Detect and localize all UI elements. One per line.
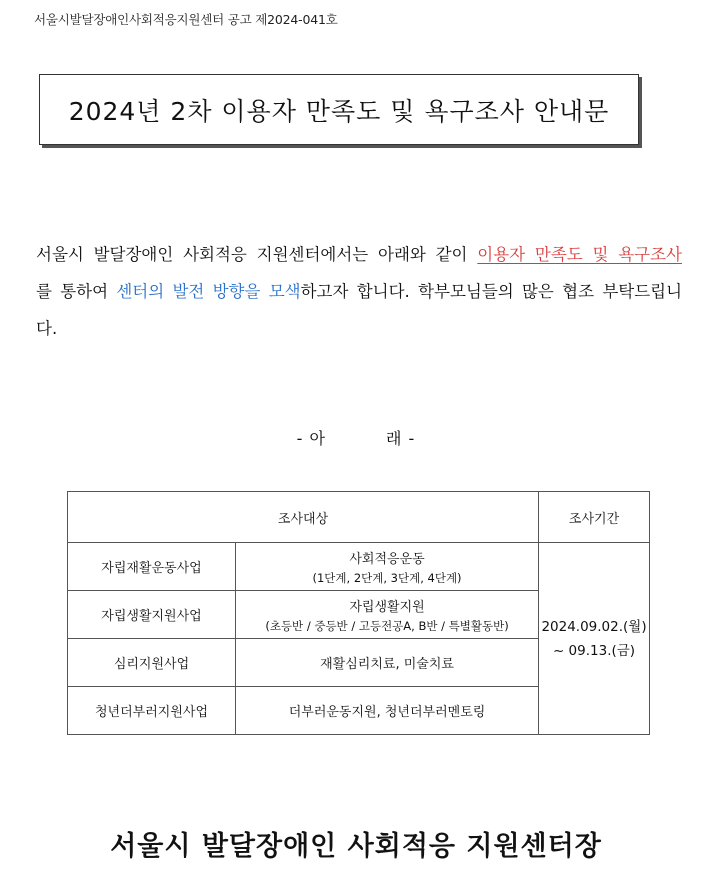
detail-sub: (초등반 / 중등반 / 고등전공A, B반 / 특별활동반) — [265, 618, 509, 633]
header-period: 조사기간 — [539, 492, 650, 543]
program-name: 청년더부러지원사업 — [68, 687, 236, 735]
intro-text-2: 를 통하여 — [36, 282, 117, 301]
program-detail — [236, 591, 539, 639]
header-target: 조사대상 — [68, 492, 539, 543]
detail-sub: (1단계, 2단계, 3단계, 4단계) — [312, 570, 462, 585]
program-name: 자립생활지원사업 — [68, 591, 236, 639]
period-end: ~ 09.13.(금) — [552, 642, 636, 659]
section-heading-right: 래 - — [386, 429, 416, 448]
period-start: 2024.09.02.(월) — [541, 618, 647, 635]
section-heading-left: - 아 — [296, 429, 326, 448]
detail-main: 재활심리치료, 미술치료 — [320, 657, 454, 672]
intro-paragraph — [36, 236, 682, 347]
survey-table — [67, 491, 650, 735]
program-name: 심리지원사업 — [68, 639, 236, 687]
intro-text-3: 하고자 합니다. 학부모님들의 많은 협조 부탁드립니다. — [36, 282, 683, 338]
title-box — [39, 74, 639, 145]
footer-signature: 서울시 발달장애인 사회적응 지원센터장 — [110, 831, 602, 862]
program-detail — [236, 543, 539, 591]
survey-period — [539, 543, 650, 735]
program-name: 자립재활운동사업 — [68, 543, 236, 591]
intro-highlight-blue: 센터의 발전 방향을 모색 — [116, 282, 301, 301]
document-title: 2024년 2차 이용자 만족도 및 욕구조사 안내문 — [68, 96, 610, 126]
detail-main: 사회적응운동 — [349, 551, 425, 567]
intro-text-1: 서울시 발달장애인 사회적응 지원센터에서는 아래와 같이 — [36, 245, 478, 264]
program-detail — [236, 687, 539, 735]
notice-number: 서울시발달장애인사회적응지원센터 공고 제2024-041호 — [34, 12, 338, 27]
program-detail — [236, 639, 539, 687]
table-row — [68, 543, 650, 591]
section-heading — [0, 426, 712, 449]
intro-highlight-red: 이용자 만족도 및 욕구조사 — [477, 245, 682, 264]
detail-main: 더부러운동지원, 청년더부러멘토링 — [288, 705, 486, 720]
detail-main: 자립생활지원 — [349, 599, 425, 615]
